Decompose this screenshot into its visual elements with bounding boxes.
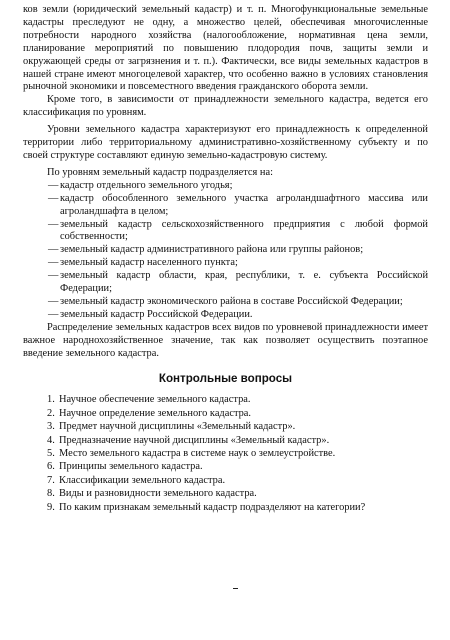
question-text: Классификации земельного кадастра.	[59, 474, 226, 486]
question-item	[47, 407, 428, 420]
paragraph-level-distribution: Распределение земельных кадастров всех видов по уровневой принадлежности имеет важное народнохозяйственное значение, так как позволяет осуществить поэтапное введение земельного кадастра.	[23, 321, 428, 359]
paragraph-multifunctional-cadastre: ков земли (юридический земельный кадастр) и т. п. Многофункциональные земельные кадастры преследуют не одну, а множество целей, обеспечивая многочисленные потребности народного хозяйства (налогообложение, нормативная цена земли, планирование мероприятий по повышению плодородия почв, защиты земли и окружающей среды от загрязнения и т. п.). Фактически, все виды земельных кадастров в нашей стране имеют многоцелевой характер, что особенно важно в условиях становления рыночной экономики и повсеместного введения гражданского оборота земли.	[23, 4, 428, 93]
question-item	[47, 420, 428, 433]
question-text: По каким признакам земельный кадастр подразделяют на категории?	[59, 501, 366, 513]
list-item: — земельный кадастр сельскохозяйственного предприятия с любой формой собственности;	[49, 219, 428, 245]
question-item	[47, 460, 428, 473]
question-number: 4.	[47, 434, 55, 446]
paragraph-classification-by-levels: Кроме того, в зависимости от принадлежности земельного кадастра, ведется его классификация по уровням.	[23, 94, 428, 119]
question-number: 3.	[47, 421, 55, 433]
question-item	[47, 501, 428, 514]
question-item	[47, 474, 428, 487]
question-number: 2.	[47, 407, 55, 419]
page-mark	[233, 588, 238, 589]
question-text: Виды и разновидности земельного кадастра.	[59, 488, 257, 500]
question-text: Научное обеспечение земельного кадастра.	[59, 394, 251, 406]
list-item: — земельный кадастр экономического района в составе Российской Федерации;	[49, 296, 428, 309]
question-text: Научное определение земельного кадастра.	[59, 407, 252, 419]
question-number: 5.	[47, 448, 55, 459]
question-number: 6.	[47, 461, 55, 473]
paragraph-levels-intro: По уровням земельный кадастр подразделяется на:	[47, 166, 273, 178]
question-item	[47, 434, 428, 447]
question-text: Предназначение научной дисциплины «Земельный кадастр».	[59, 434, 330, 446]
question-text: Принципы земельного кадастра.	[59, 461, 203, 473]
question-item	[47, 393, 428, 406]
paragraph-cadastre-levels: Уровни земельного кадастра характеризуют его принадлежность к определенной территории либо территориальному административно-хозяйственному субъекту и по своей структуре составляют единую земельно-кадастровую систему.	[23, 124, 428, 161]
list-item: — кадастр обособленного земельного участка агроландшафтного массива или агроландшафта в целом;	[49, 193, 428, 219]
question-number: 9.	[47, 501, 55, 513]
list-item: — земельный кадастр области, края, республики, т. е. субъекта Российской Федерации;	[49, 270, 428, 296]
question-item	[47, 487, 428, 500]
question-text: Место земельного кадастра в системе наук о землеустройстве.	[59, 448, 336, 459]
question-number: 7.	[47, 474, 55, 486]
list-item: — земельный кадастр Российской Федерации.	[49, 309, 428, 322]
question-number: 8.	[47, 488, 55, 500]
list-item: — кадастр отдельного земельного угодья;	[49, 180, 428, 193]
question-item	[47, 447, 428, 460]
question-text: Предмет научной дисциплины «Земельный кадастр».	[59, 421, 296, 433]
list-item: — земельный кадастр административного района или группы районов;	[49, 244, 428, 257]
list-item: — земельный кадастр населенного пункта;	[49, 257, 428, 270]
section-heading-control-questions: Контрольные вопросы	[158, 372, 293, 386]
control-questions-list	[23, 393, 428, 514]
levels-list	[23, 180, 428, 322]
question-number: 1.	[47, 394, 55, 406]
